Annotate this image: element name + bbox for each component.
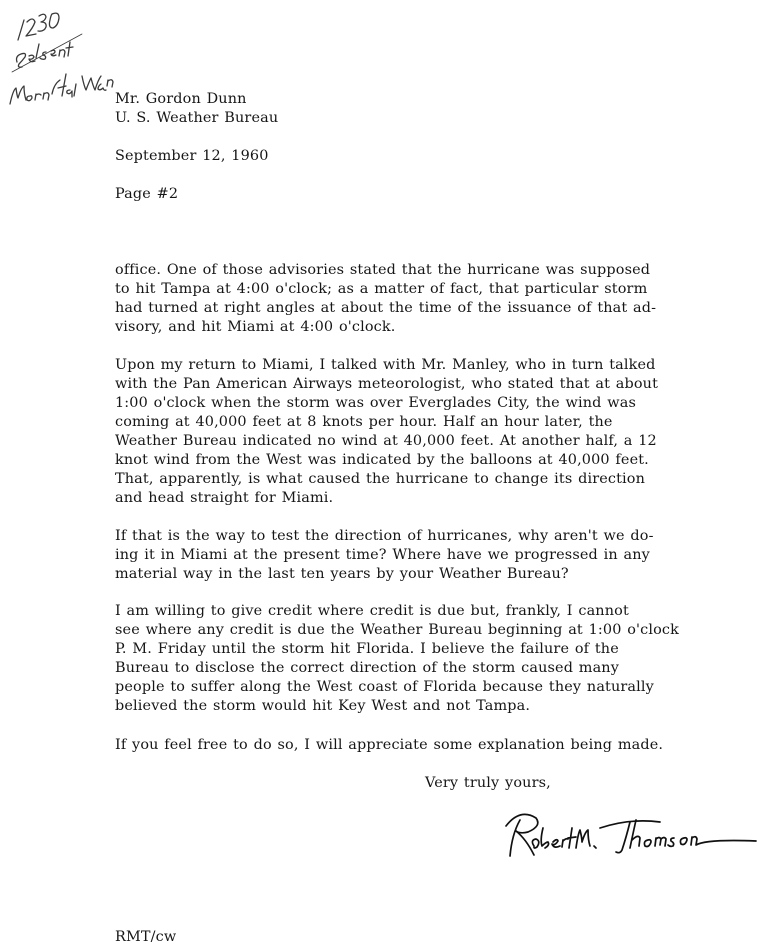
- body-line: coming at 40,000 feet at 8 knots per hour. Half an hour later, the: [115, 414, 613, 430]
- body-line: Upon my return to Miami, I talked with Mr. Manley, who in turn talked: [115, 357, 656, 373]
- body-line: had turned at right angles at about the time of the issuance of that ad-: [115, 300, 657, 316]
- body-line: Bureau to disclose the correct direction of the storm caused many: [115, 660, 620, 676]
- recipient-organization: U. S. Weather Bureau: [115, 110, 279, 126]
- body-line: 1:00 o'clock when the storm was over Everglades City, the wind was: [115, 395, 637, 411]
- body-line: material way in the last ten years by your Weather Bureau?: [115, 566, 569, 582]
- handwritten-note: [4, 6, 124, 111]
- body-line: ing it in Miami at the present time? Where have we progressed in any: [115, 547, 650, 563]
- letter-date: September 12, 1960: [115, 148, 269, 164]
- body-line: knot wind from the West was indicated by the balloons at 40,000 feet.: [115, 452, 649, 468]
- complimentary-closing: Very truly yours,: [425, 775, 551, 791]
- recipient-name: Mr. Gordon Dunn: [115, 91, 247, 107]
- page-number: Page #2: [115, 186, 179, 202]
- body-line: P. M. Friday until the storm hit Florida. I believe the failure of the: [115, 641, 619, 657]
- body-line: Weather Bureau indicated no wind at 40,000 feet. At another half, a 12: [115, 433, 657, 449]
- body-line: people to suffer along the West coast of Florida because they naturally: [115, 679, 654, 695]
- body-line: and head straight for Miami.: [115, 490, 334, 506]
- body-line: with the Pan American Airways meteorologist, who stated that at about: [115, 376, 659, 392]
- body-line: believed the storm would hit Key West and not Tampa.: [115, 698, 531, 714]
- body-line: I am willing to give credit where credit is due but, frankly, I cannot: [115, 603, 629, 619]
- body-line: If that is the way to test the direction of hurricanes, why aren't we do-: [115, 528, 654, 544]
- body-line: see where any credit is due the Weather Bureau beginning at 1:00 o'clock: [115, 622, 680, 638]
- signature: [498, 806, 759, 870]
- body-line: to hit Tampa at 4:00 o'clock; as a matter of fact, that particular storm: [115, 281, 648, 297]
- typist-initials: RMT/cw: [115, 929, 177, 945]
- body-line: That, apparently, is what caused the hurricane to change its direction: [115, 471, 646, 487]
- body-line: office. One of those advisories stated that the hurricane was supposed: [115, 262, 651, 278]
- body-line: visory, and hit Miami at 4:00 o'clock.: [115, 319, 396, 335]
- body-line: If you feel free to do so, I will appreciate some explanation being made.: [115, 737, 664, 753]
